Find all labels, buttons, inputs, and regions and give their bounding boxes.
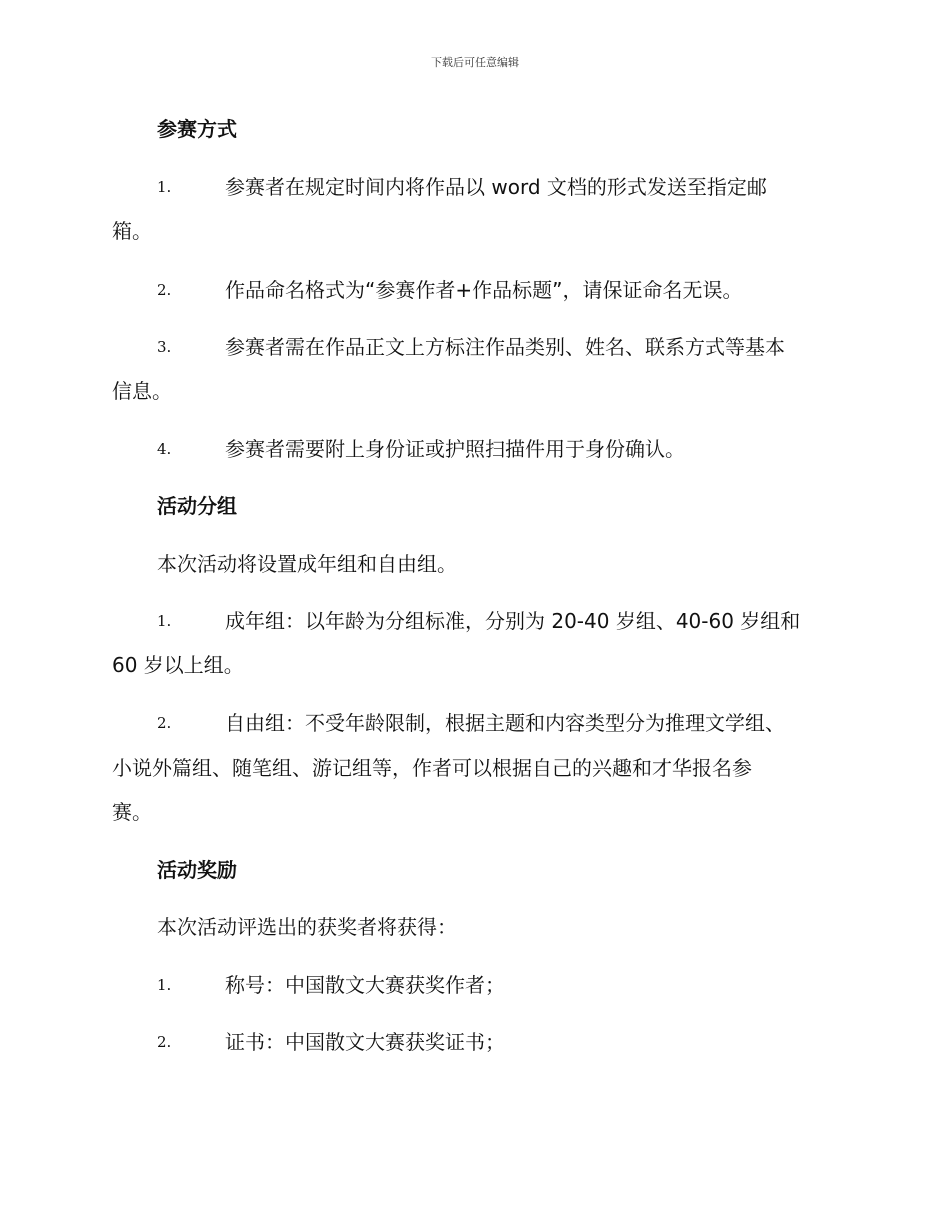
list-item-text: 参赛者需在作品正文上方标注作品类别、姓名、联系方式等基本 [225,335,785,359]
list-item-continuation: 信息。 [112,379,172,403]
section-heading-participation: 参赛方式 [157,117,237,141]
list-number: 1. [157,178,172,196]
list-number: 3. [157,338,172,356]
section-heading-awards: 活动奖励 [157,858,237,882]
section-intro: 本次活动将设置成年组和自由组。 [157,552,457,576]
list-number: 1. [157,976,172,994]
list-item-text: 自由组：不受年龄限制，根据主题和内容类型分为推理文学组、 [225,711,785,735]
list-number: 2. [157,1033,172,1051]
list-item-continuation: 箱。 [112,219,152,243]
list-number: 2. [157,714,172,732]
list-number: 1. [157,612,172,630]
list-number: 4. [157,440,172,458]
list-item-continuation: 赛。 [112,800,152,824]
section-intro: 本次活动评选出的获奖者将获得： [157,915,457,939]
section-heading-groups: 活动分组 [157,494,237,518]
list-item-text: 证书：中国散文大赛获奖证书； [225,1030,505,1054]
list-number: 2. [157,281,172,299]
list-item-continuation: 小说外篇组、随笔组、游记组等，作者可以根据自己的兴趣和才华报名参 [112,756,752,780]
list-item-text: 成年组：以年龄为分组标准，分别为 20-40 岁组、40-60 岁组和 [225,609,801,633]
page-header: 下载后可任意编辑 [431,56,519,69]
list-item-continuation: 60 岁以上组。 [112,653,244,677]
list-item-text: 参赛者需要附上身份证或护照扫描件用于身份确认。 [225,437,685,461]
list-item-text: 参赛者在规定时间内将作品以 word 文档的形式发送至指定邮 [225,175,767,199]
list-item-text: 称号：中国散文大赛获奖作者； [225,973,505,997]
list-item-text: 作品命名格式为“参赛作者+作品标题”，请保证命名无误。 [225,278,743,302]
